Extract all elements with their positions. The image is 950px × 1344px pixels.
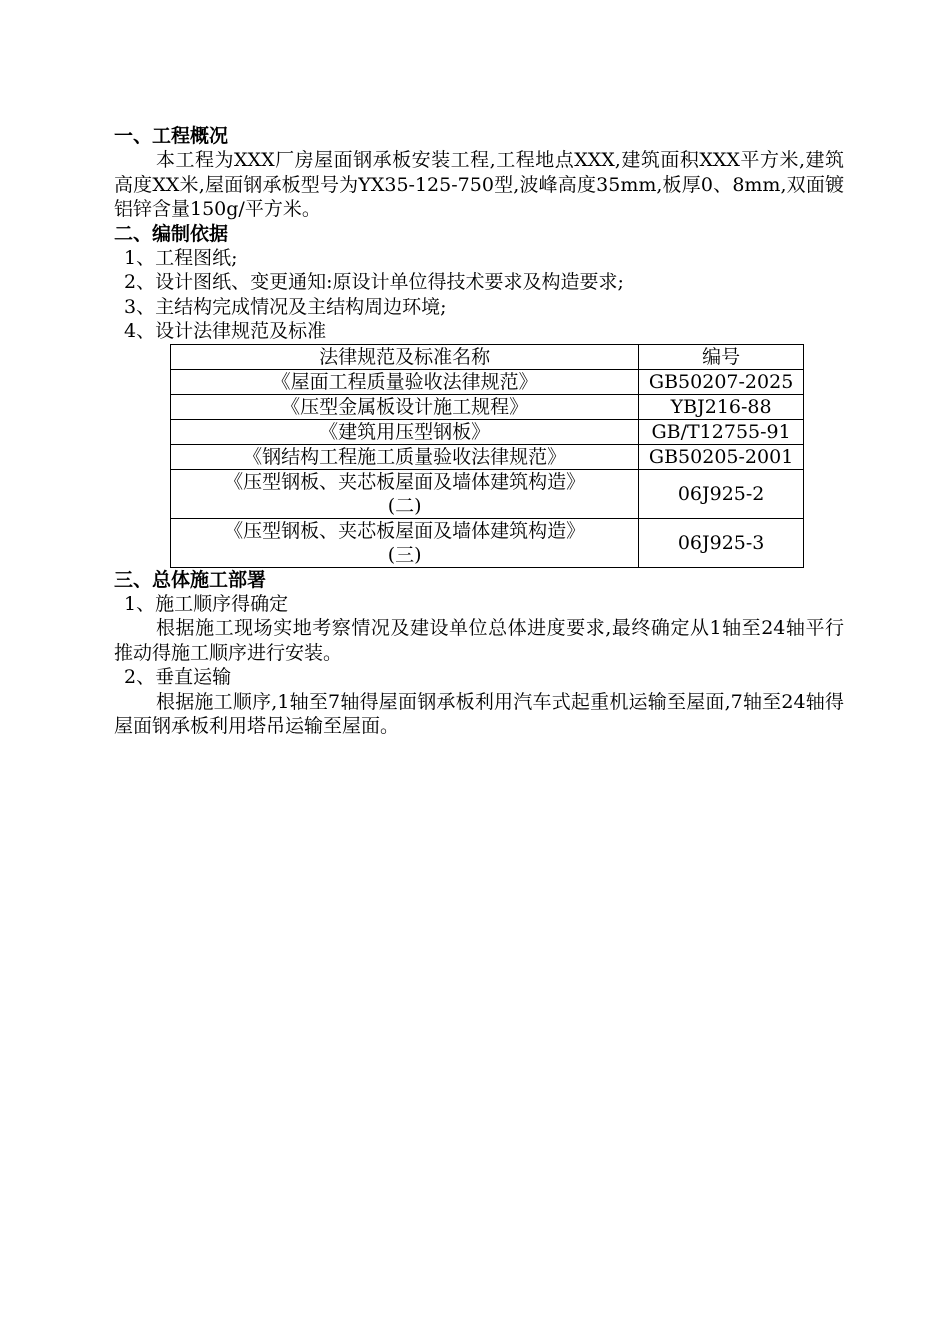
section-1-heading: 一、工程概况 xyxy=(114,125,229,147)
standard-code: GB/T12755-91 xyxy=(639,419,804,444)
standard-name: 《压型金属板设计施工规程》 xyxy=(171,394,639,419)
table-row xyxy=(171,419,804,444)
table-row xyxy=(171,394,804,419)
section-2-heading: 二、编制依据 xyxy=(114,222,229,245)
table-row xyxy=(171,518,804,567)
standard-name-line-1: 《压型钢板、夹芯板屋面及墙体建筑构造》 xyxy=(224,470,586,493)
standard-name: 《屋面工程质量验收法律规范》 xyxy=(171,369,639,394)
standard-name xyxy=(171,469,639,518)
table-header-row xyxy=(171,344,804,369)
standard-name: 《钢结构工程施工质量验收法律规范》 xyxy=(171,444,639,469)
deployment-item-2-body: 根据施工顺序,1轴至7轴得屋面钢承板利用汽车式起重机运输至屋面,7轴至24轴得屋面钢承板利用塔吊运输至屋面。 xyxy=(114,690,844,737)
basis-item-4: 4、设计法律规范及标准 xyxy=(124,320,327,342)
deployment-item-2-title: 2、垂直运输 xyxy=(124,666,232,688)
basis-item-2: 2、设计图纸、变更通知:原设计单位得技术要求及构造要求; xyxy=(124,271,624,293)
basis-item-1: 1、工程图纸; xyxy=(124,246,238,269)
basis-item-3: 3、主结构完成情况及主结构周边环境; xyxy=(124,295,447,318)
section-3-heading: 三、总体施工部署 xyxy=(114,568,267,591)
document-page xyxy=(114,124,844,739)
standard-code: YBJ216-88 xyxy=(639,394,804,419)
standard-code: 06J925-3 xyxy=(639,518,804,567)
deployment-item-1-title: 1、施工顺序得确定 xyxy=(124,592,289,615)
standard-code: 06J925-2 xyxy=(639,469,804,518)
deployment-item-1-body: 根据施工现场实地考察情况及建设单位总体进度要求,最终确定从1轴至24轴平行推动得施工顺序进行安装。 xyxy=(114,617,844,664)
standard-code: GB50207-2025 xyxy=(639,369,804,394)
table-header-code: 编号 xyxy=(639,344,804,369)
standard-code: GB50205-2001 xyxy=(639,444,804,469)
section-1-body: 本工程为XXX厂房屋面钢承板安装工程,工程地点XXX,建筑面积XXX平方米,建筑高度XX米,屋面钢承板型号为YX35-125-750型,波峰高度35mm,板厚0、8mm,双面镀铝锌含量150g/平方米。 xyxy=(114,149,844,220)
table-row xyxy=(171,444,804,469)
table-header-name: 法律规范及标准名称 xyxy=(171,344,639,369)
standard-name-line-2: (三) xyxy=(387,543,422,566)
standard-name-line-2: (二) xyxy=(387,494,422,517)
standard-name: 《建筑用压型钢板》 xyxy=(171,419,639,444)
table-row xyxy=(171,369,804,394)
table-row xyxy=(171,469,804,518)
standards-table xyxy=(170,344,804,568)
standard-name-line-1: 《压型钢板、夹芯板屋面及墙体建筑构造》 xyxy=(224,519,586,542)
standard-name xyxy=(171,518,639,567)
